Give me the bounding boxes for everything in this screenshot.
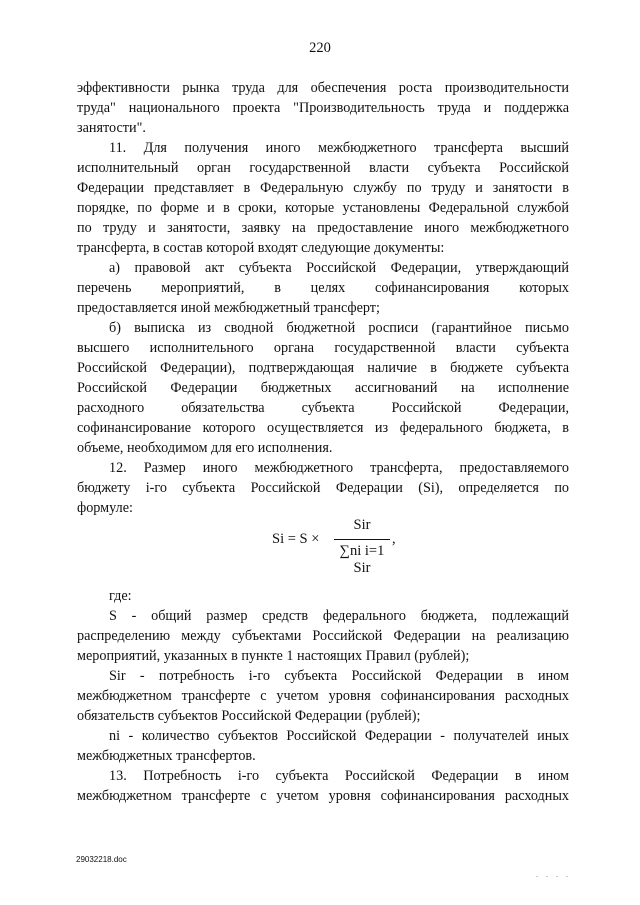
text-line: ni - количество субъектов Российской Федерации - получателей иных: [109, 728, 569, 744]
text-line: мероприятий, указанных в пункте 1 настоящих Правил (рублей);: [77, 648, 470, 664]
text-line: труда" национального проекта "Производительность труда и поддержка: [77, 100, 569, 116]
text-line: перечень мероприятий, в целях софинансирования которых: [77, 280, 569, 296]
text-line: бюджету i-го субъекта Российской Федерации (Si), определяется по: [77, 480, 569, 496]
text-line: Российской Федерации бюджетных ассигнований на исполнение: [77, 380, 569, 396]
text-line: софинансирование которого осуществляется из федерального бюджета, в: [77, 420, 569, 436]
text-line: исполнительный орган государственной власти субъекта Российской: [77, 160, 569, 176]
text-line: обязательств субъектов Российской Федерации (рублей);: [77, 708, 421, 724]
text-line: а) правовой акт субъекта Российской Федерации, утверждающий: [109, 260, 569, 276]
text-line: 11. Для получения иного межбюджетного трансферта высший: [109, 140, 569, 156]
text-line: по труду и занятости, заявку на предоставление иного межбюджетного: [77, 220, 569, 236]
text-line: где:: [109, 588, 132, 604]
formula-comma: ,: [392, 531, 396, 547]
text-line: Российской Федерации), подтверждающая наличие в бюджете субъекта: [77, 360, 569, 376]
text-line: трансферта, в состав которой входят следующие документы:: [77, 240, 445, 256]
text-line: межбюджетном трансферте с учетом уровня софинансирования расходных: [77, 788, 569, 804]
text-line: объеме, необходимом для его исполнения.: [77, 440, 333, 456]
page-number: 220: [309, 40, 331, 56]
text-line: высшего исполнительного органа государственной власти субъекта: [77, 340, 569, 356]
text-line: межбюджетном трансферте с учетом уровня софинансирования расходных: [77, 688, 569, 704]
text-line: расходного обязательства субъекта Российской Федерации,: [77, 400, 569, 416]
formula: [272, 517, 422, 576]
text-line: распределению между субъектами Российской Федерации на реализацию: [77, 628, 569, 644]
formula-denominator: ∑ni i=1 Sir: [339, 543, 385, 576]
text-line: S - общий размер средств федерального бюджета, подлежащий: [109, 608, 569, 624]
text-line: формуле:: [77, 500, 133, 516]
corner-marks: . . . .: [536, 870, 571, 879]
text-line: эффективности рынка труда для обеспечения роста производительности: [77, 80, 569, 96]
text-line: б) выписка из сводной бюджетной росписи (гарантийное письмо: [109, 320, 569, 336]
formula-numerator: Sir: [353, 517, 371, 533]
text-line: 13. Потребность i-го субъекта Российской Федерации в ином: [109, 768, 569, 784]
formula-lhs: Si = S ×: [272, 531, 320, 547]
text-line: занятости".: [77, 120, 146, 136]
text-line: предоставляется иной межбюджетный трансферт;: [77, 300, 380, 316]
text-line: порядке, по форме и в сроки, которые установлены Федеральной службой: [77, 200, 569, 216]
text-line: Федерации представляет в Федеральную службу по труду и занятости в: [77, 180, 569, 196]
footer-filename: 29032218.doc: [76, 855, 127, 864]
text-line: 12. Размер иного межбюджетного трансферта, предоставляемого: [109, 460, 569, 476]
fraction-bar: [334, 539, 390, 540]
text-line: Sir - потребность i-го субъекта Российской Федерации в ином: [109, 668, 569, 684]
text-line: межбюджетных трансфертов.: [77, 748, 256, 764]
